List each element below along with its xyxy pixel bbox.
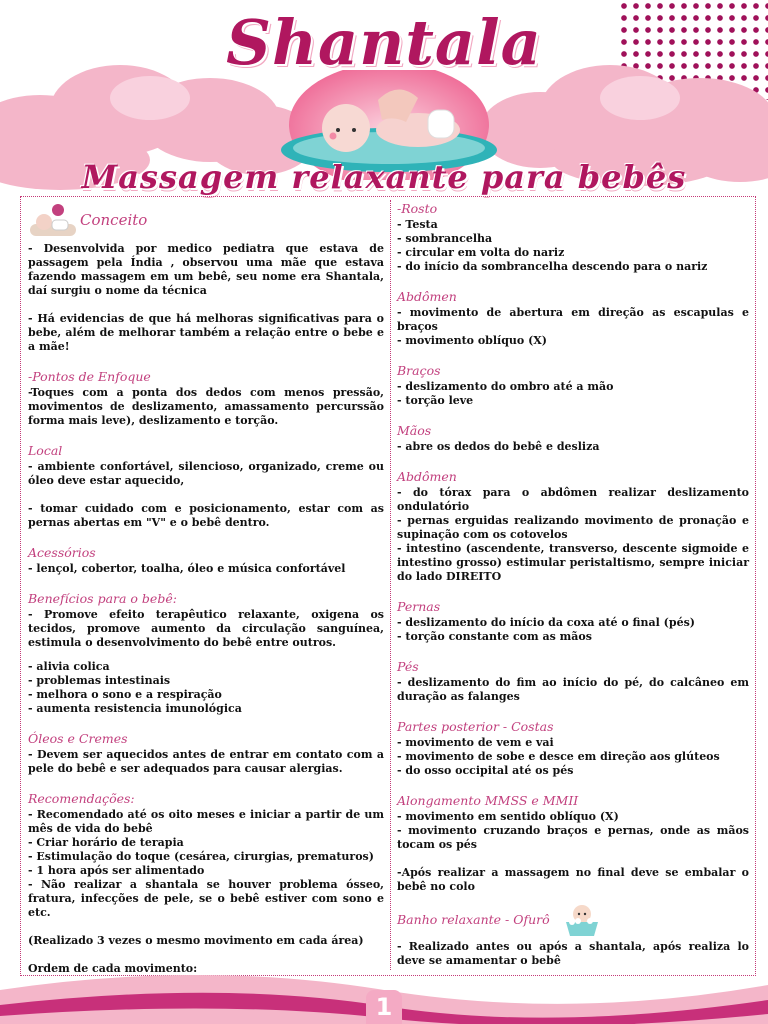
partes-posterior-list: - movimento de vem e vai - movimento de sobe e desce em direção aos glúteos - do osso occipital até os pés	[397, 736, 720, 777]
movement-order-label: Ordem de cada movimento:	[28, 962, 198, 975]
bracos-heading: Braços	[397, 363, 441, 378]
page-number: 1	[366, 990, 402, 1024]
rosto-heading: -Rosto	[397, 201, 438, 216]
alongamento-heading: Alongamento MMSS e MMII	[397, 793, 579, 808]
recomendacoes-list: - Recomendado até os oito meses e iniciar a partir de um mês de vida do bebê - Criar horário de terapia - Estimulação do toque (cesárea, cirurgias, prematuros) - 1 hora após ser alimentado - Não realizar a shantala se houver problema ósseo, fratura, infecções de pele, se o bebê estiver com sono e etc.	[28, 808, 384, 919]
banho-heading-row	[397, 900, 749, 940]
pernas-list: - deslizamento do início da coxa até o final (pés) - torção constante com as mãos	[397, 616, 695, 643]
abdomen-list-1: - movimento de abertura em direção as escapulas e braços - movimento oblíquo (X)	[397, 306, 749, 347]
beneficios-paragraph: - Promove efeito terapêutico relaxante, oxigena os tecidos, promove aumento da circulação sanguínea, estimula o desenvolvimento do bebê entre outros.	[28, 608, 384, 649]
maos-heading: Mãos	[397, 423, 432, 438]
baby-massage-icon	[28, 200, 80, 240]
pes-list: - deslizamento do fim ao início do pé, do calcâneo em duração as falanges	[397, 676, 749, 703]
abdomen-heading-1: Abdômen	[397, 289, 457, 304]
recomendacoes-note: (Realizado 3 vezes o mesmo movimento em cada área)	[28, 934, 364, 947]
left-column	[28, 200, 384, 976]
right-column	[397, 200, 749, 968]
conceito-paragraph-1: - Desenvolvida por medico pediatra que estava de passagem pela Índia , observou uma mãe que estava fazendo massagem em um bebê, seu nome era Shantala, daí surgiu o nome da técnica	[28, 242, 384, 297]
beneficios-list: - alivia colica - problemas intestinais - melhora o sono e a respiração - aumenta resistencia imunológica	[28, 660, 242, 715]
conceito-paragraph-2: - Há evidencias de que há melhoras significativas para o bebe, além de melhorar também a relação entre o bebe e a mãe!	[28, 312, 384, 353]
local-paragraph-1: - ambiente confortável, silencioso, organizado, creme ou óleo deve estar aquecido,	[28, 460, 384, 487]
page-title: Shantala	[226, 6, 542, 79]
maos-list: - abre os dedos do bebê e desliza	[397, 440, 600, 453]
banho-heading: Banho relaxante - Ofurô	[397, 912, 550, 927]
baby-bath-icon	[562, 900, 602, 940]
pontos-paragraph: -Toques com a ponta dos dedos com menos pressão, movimentos de deslizamento, amassamento percurssão forma mais leve), deslizamento e torção.	[28, 386, 384, 427]
acessorios-paragraph: - lençol, cobertor, toalha, óleo e música confortável	[28, 562, 346, 575]
concept-heading-row	[28, 198, 384, 242]
alongamento-note: -Após realizar a massagem no final deve se embalar o bebê no colo	[397, 866, 749, 893]
conceito-heading: Conceito	[80, 211, 148, 229]
alongamento-list: - movimento em sentido oblíquo (X) - movimento cruzando braços e pernas, onde as mãos tocam os pés	[397, 810, 749, 851]
abdomen-heading-2: Abdômen	[397, 469, 457, 484]
local-heading: Local	[28, 443, 63, 458]
recomendacoes-heading: Recomendações:	[28, 791, 135, 806]
beneficios-heading: Benefícios para o bebê:	[28, 591, 177, 606]
pes-heading: Pés	[397, 659, 419, 674]
bracos-list: - deslizamento do ombro até a mão - torção leve	[397, 380, 614, 407]
pernas-heading: Pernas	[397, 599, 441, 614]
acessorios-heading: Acessórios	[28, 545, 96, 560]
local-paragraph-2: - tomar cuidado com e posicionamento, estar com as pernas abertas em "V" e o bebê dentro.	[28, 502, 384, 529]
oleos-paragraph: - Devem ser aquecidos antes de entrar em contato com a pele do bebê e ser adequados para causar alergias.	[28, 748, 384, 775]
abdomen-list-2: - do tórax para o abdômen realizar deslizamento ondulatório - pernas erguidas realizando movimento de pronação e supinação com os cotovelos - intestino (ascendente, transverso, descente sigmoide e intestino grosso) estimular peristaltismo, sempre iniciar do lado DIREITO	[397, 486, 749, 583]
pontos-heading: -Pontos de Enfoque	[28, 369, 151, 384]
rosto-list: - Testa - sombrancelha - circular em volta do nariz - do início da sombrancelha descendo para o nariz	[397, 218, 708, 273]
column-divider	[390, 200, 391, 970]
oleos-heading: Óleos e Cremes	[28, 731, 128, 746]
partes-posterior-heading: Partes posterior - Costas	[397, 719, 554, 734]
banho-paragraph: - Realizado antes ou após a shantala, após realiza lo deve se amamentar o bebê	[397, 940, 749, 967]
page-subtitle: Massagem relaxante para bebês	[81, 158, 687, 196]
